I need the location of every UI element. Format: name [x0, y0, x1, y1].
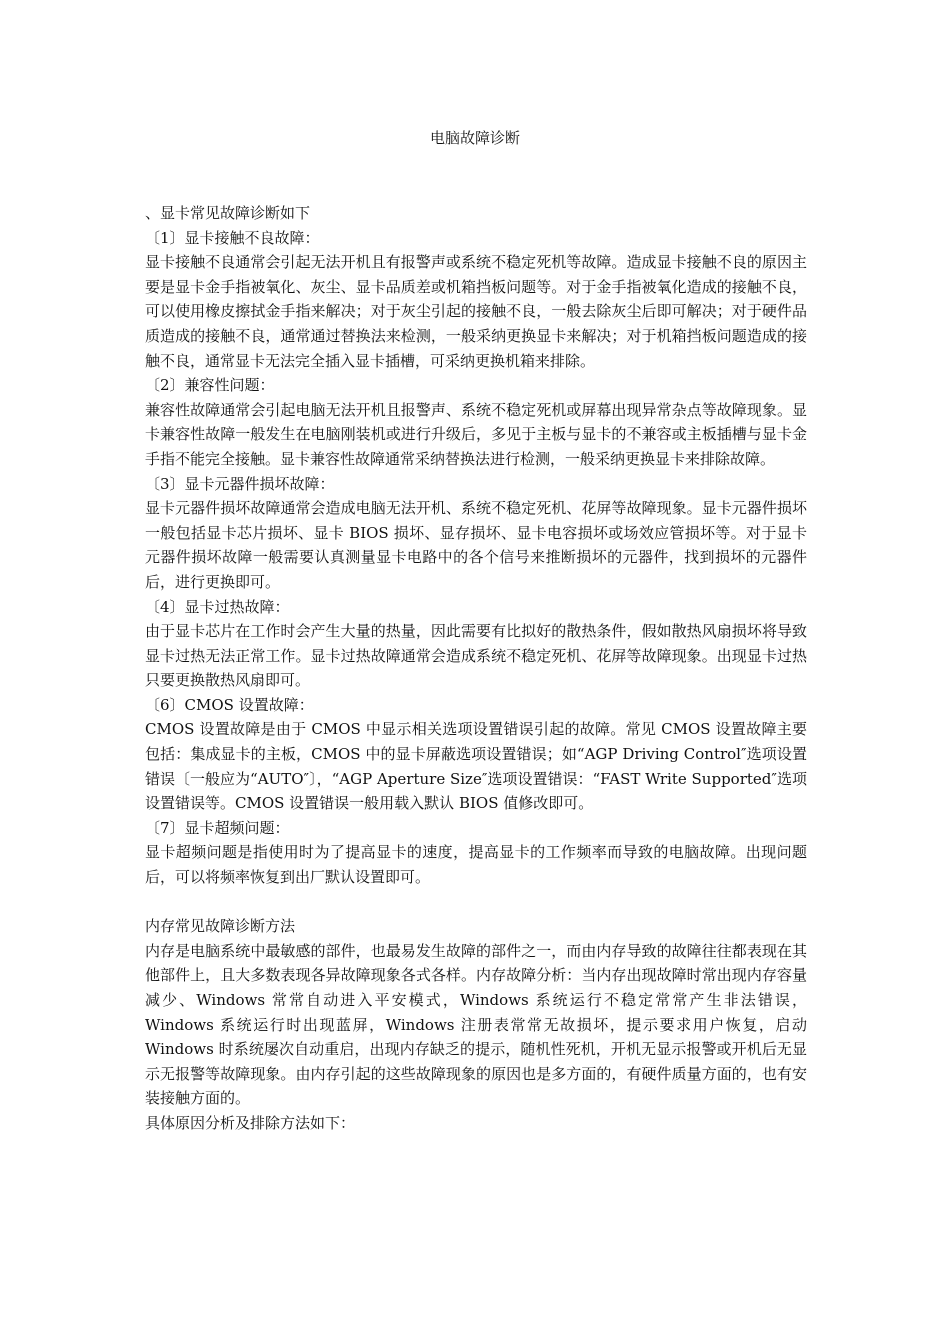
item-label-cmos: 〔6〕CMOS 设置故障：: [145, 695, 314, 714]
section-heading-memory: 内存常见故障诊断方法: [145, 917, 296, 936]
item-label-overclock: 〔7〕显卡超频问题：: [145, 818, 290, 837]
item-text-contact: 显卡接触不良通常会引起无法开机且有报警声或系统不稳定死机等故障。造成显卡接触不良的原因主要是显卡金手指被氧化、灰尘、显卡品质差或机箱挡板问题等。对于金手指被氧化造成的接触不良，可以使用橡皮擦拭金手指来解决；对于灰尘引起的接触不良，一般去除灰尘后即可解决；对于硬件品质造成的接触不良，通常通过替换法来检测，一般采纳更换显卡来解决；对于机箱挡板问题造成的接触不良，通常显卡无法完全插入显卡插槽，可采纳更换机箱来排除。: [145, 253, 807, 370]
item-text-component: 显卡元器件损坏故障通常会造成电脑无法开机、系统不稳定死机、花屏等故障现象。显卡元器件损坏一般包括显卡芯片损坏、显卡 BIOS 损坏、显存损坏、显卡电容损坏或场效应管损坏等。对于显卡元器件损坏故障一般需要认真测量显卡电路中的各个信号来推断损坏的元器件，找到损坏的元器件后，进行更换即可。: [145, 499, 807, 591]
item-label-contact: 〔1〕显卡接触不良故障：: [145, 228, 320, 247]
document-body: [145, 201, 807, 1136]
memory-text: 内存是电脑系统中最敏感的部件，也最易发生故障的部件之一，而由内存导致的故障往往都表现在其他部件上，且大多数表现各异故障现象各式各样。内存故障分析：当内存出现故障时常出现内存容量减少、Windows 常常自动进入平安模式，Windows 系统运行不稳定常常产生非法错误，Windows 系统运行时出现蓝屏，Windows 注册表常常无故损坏，提示要求用户恢复，启动 Windows 时系统屡次自动重启，出现内存缺乏的提示，随机性死机，开机无显示报警或开机后无显示无报警等故障现象。由内存引起的这些故障现象的原因也是多方面的，有硬件质量方面的，也有安装接触方面的。: [145, 941, 807, 1108]
item-text-cmos: CMOS 设置故障是由于 CMOS 中显示相关选项设置错误引起的故障。常见 CMOS 设置故障主要包括：集成显卡的主板，CMOS 中的显卡屏蔽选项设置错误；如“AGP Driving Control″选项设置错误〔一般应为“AUTO″〕，“AGP Aperture Size″选项设置错误：“FAST Write Supported″选项设置错误等。CMOS 设置错误一般用载入默认 BIOS 值修改即可。: [145, 720, 807, 813]
section-heading-gpu: 、显卡常见故障诊断如下: [145, 204, 311, 222]
section-spacer: [145, 890, 807, 915]
item-label-overheat: 〔4〕显卡过热故障：: [145, 597, 290, 616]
item-text-overheat: 由于显卡芯片在工作时会产生大量的热量，因此需要有比拟好的散热条件，假如散热风扇损坏将导致显卡过热无法正常工作。显卡过热故障通常会造成系统不稳定死机、花屏等故障现象。出现显卡过热只要更换散热风扇即可。: [145, 622, 807, 690]
item-text-compatibility: 兼容性故障通常会引起电脑无法开机且报警声、系统不稳定死机或屏幕出现异常杂点等故障现象。显卡兼容性故障一般发生在电脑刚装机或进行升级后，多见于主板与显卡的不兼容或主板插槽与显卡金手指不能完全接触。显卡兼容性故障通常采纳替换法进行检测，一般采纳更换显卡来排除故障。: [145, 400, 807, 468]
item-label-component: 〔3〕显卡元器件损坏故障：: [145, 474, 335, 493]
document-title: 电脑故障诊断: [429, 129, 520, 147]
memory-footer: 具体原因分析及排除方法如下：: [145, 1113, 356, 1132]
item-label-compatibility: 〔2〕兼容性问题：: [145, 376, 275, 395]
item-text-overclock: 显卡超频问题是指使用时为了提高显卡的速度，提高显卡的工作频率而导致的电脑故障。出现问题后，可以将频率恢复到出厂默认设置即可。: [145, 843, 807, 887]
